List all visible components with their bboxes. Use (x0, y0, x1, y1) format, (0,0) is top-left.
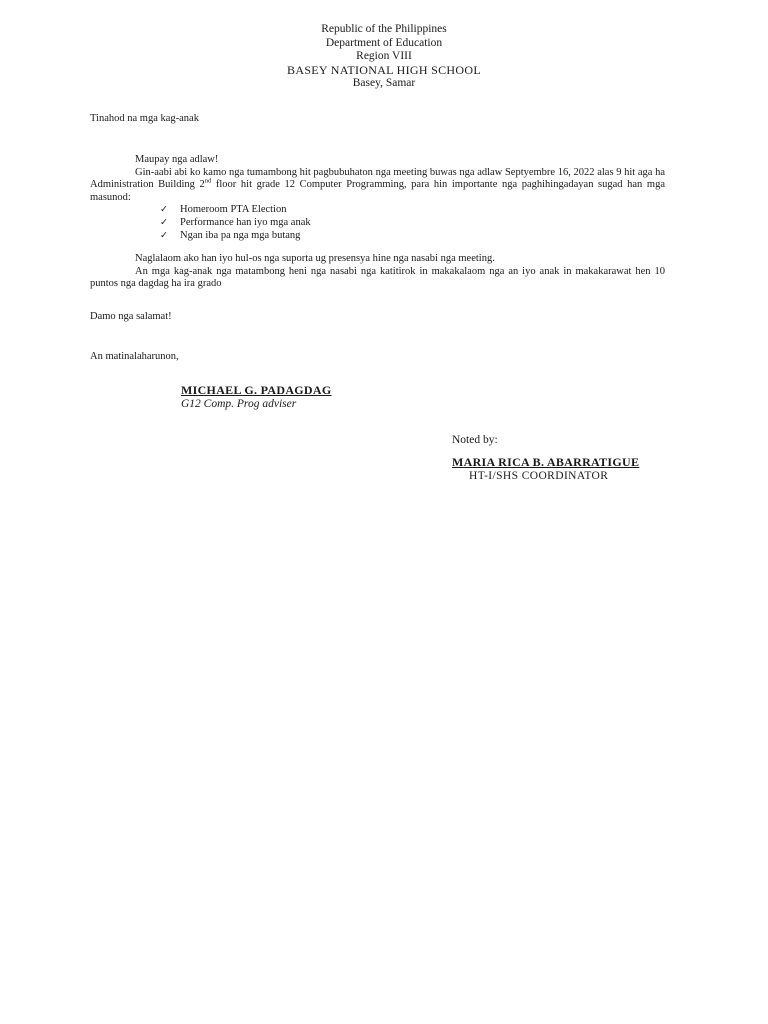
agenda-item-text: Performance han iyo mga anak (180, 216, 311, 228)
letterhead-republic: Republic of the Philippines (321, 23, 447, 35)
adviser-name: MICHAEL G. PADAGDAG (181, 383, 332, 397)
letter-body (90, 154, 665, 291)
paragraph-invitation-part2: floor hit grade 12 Computer Programming, para hin importante nga paghihingadayan sugad han mga masunod: (90, 179, 665, 203)
checkmark-icon: ✓ (160, 216, 168, 228)
greeting: Maupay nga adlaw! (135, 154, 219, 165)
letterhead-region: Region VIII (356, 50, 412, 62)
checkmark-icon: ✓ (160, 204, 168, 216)
paragraph-invitation-part1: Gin-aabi abi ko kamo nga tumambong hit pagbubuhaton nga meeting buwas nga adlaw Septyembre 16, 2022 alas 9 hit aga ha Administration Building 2 (90, 166, 665, 191)
agenda-item-text: Ngan iba pa nga mga butang (180, 229, 301, 241)
paragraph-support: Naglalaom ako han iyo hul-os nga suporta ug presensya hine nga nasabi nga meeting. (135, 253, 495, 265)
agenda-item (160, 217, 665, 230)
agenda-item (160, 230, 665, 243)
closing-line: An matinalaharunon, (90, 351, 179, 362)
paragraph-incentive: An mga kag-anak nga matambong heni nga nasabi nga katitirok in makakalaom nga an iyo anak in makakarawat hen 10 puntos nga dagdag ha ira grado (90, 265, 665, 290)
paragraph-invitation (90, 167, 665, 205)
agenda-list (90, 204, 665, 242)
letterhead (0, 23, 768, 91)
letterhead-location: Basey, Samar (352, 77, 416, 89)
agenda-item-text: Homeroom PTA Election (180, 204, 287, 216)
coordinator-name: MARIA RICA B. ABARRATIGUE (452, 455, 640, 469)
salutation: Tinahod na mga kag-anak (90, 113, 199, 124)
checkmark-icon: ✓ (160, 229, 168, 241)
adviser-title: G12 Comp. Prog adviser (181, 398, 297, 410)
agenda-item (160, 204, 665, 217)
ordinal-suffix: nd (204, 177, 212, 185)
letterhead-school: BASEY NATIONAL HIGH SCHOOL (287, 62, 481, 77)
noted-by-label: Noted by: (452, 434, 498, 446)
coordinator-title: HT-I/SHS COORDINATOR (469, 470, 609, 482)
letterhead-department: Department of Education (325, 36, 443, 49)
thanks-line: Damo nga salamat! (90, 311, 172, 322)
